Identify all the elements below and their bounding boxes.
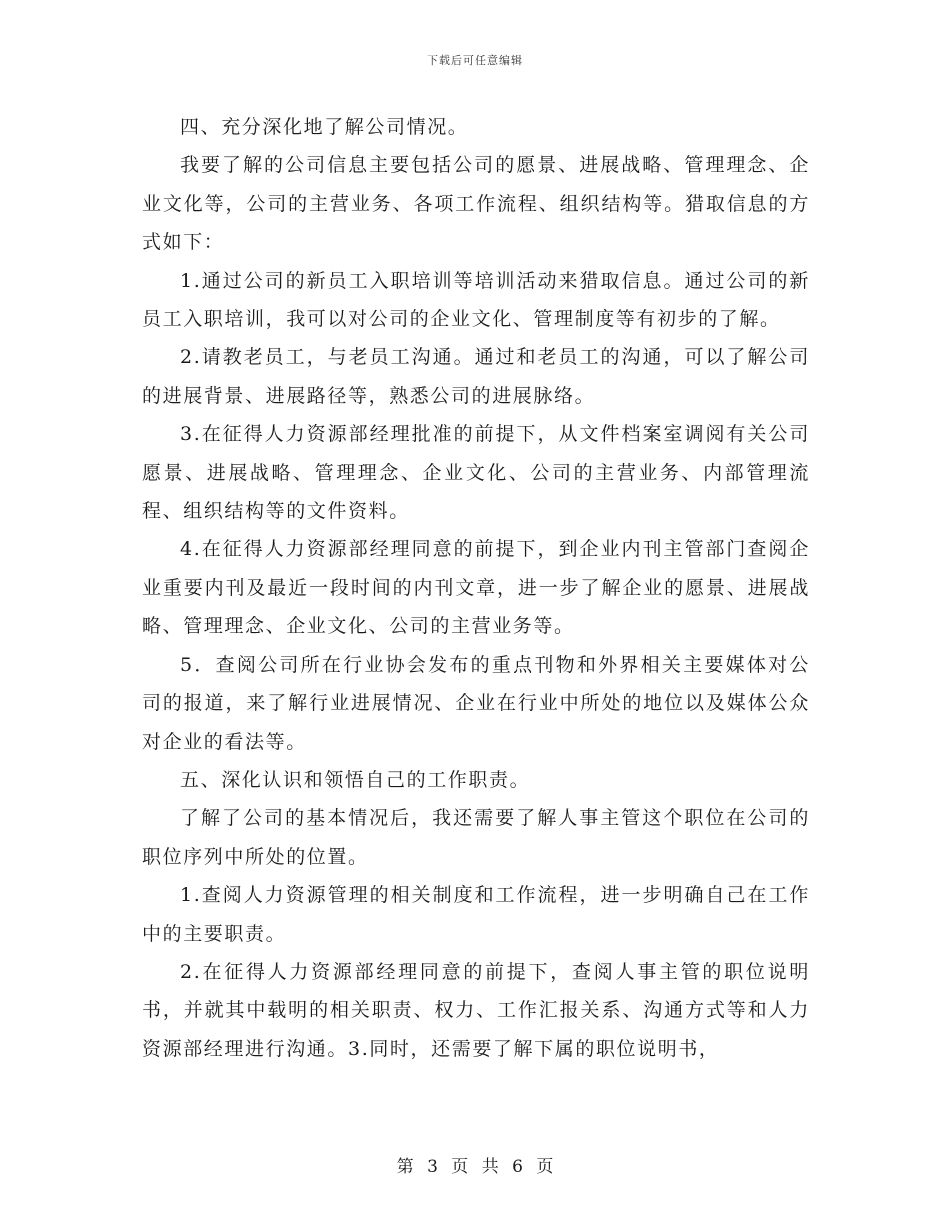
footer-current-page: 3 [427,1157,438,1177]
list-item-4: 4.在征得人力资源部经理同意的前提下，到企业内刊主管部门查阅企业重要内刊及最近一段时间的内刊文章，进一步了解企业的愿景、进展战略、管理理念、企业文化、公司的主营业务等。 [142,538,810,638]
paragraph-intro: 我要了解的公司信息主要包括公司的愿景、进展战略、管理理念、企业文化等，公司的主营业务、各项工作流程、组织结构等。猎取信息的方式如下： [142,154,810,254]
footer-label-total: 共 [481,1157,499,1177]
list-item-2: 2.请教老员工，与老员工沟通。通过和老员工的沟通，可以了解公司的进展背景、进展路径等，熟悉公司的进展脉络。 [142,346,810,407]
list-item-3: 3.在征得人力资源部经理批准的前提下，从文件档案室调阅有关公司愿景、进展战略、管理理念、企业文化、公司的主营业务、内部管理流程、组织结构等的文件资料。 [142,423,810,523]
list-item-role-2: 2.在征得人力资源部经理同意的前提下，查阅人事主管的职位说明书，并就其中载明的相关职责、权力、工作汇报关系、沟通方式等和人力资源部经理进行沟通。3.同时，还需要了解下属的职位说明书， [142,960,810,1060]
document-body [142,108,810,1068]
page-footer [0,1152,950,1177]
footer-total-pages: 6 [512,1157,523,1177]
list-item-5: 5．查阅公司所在行业协会发布的重点刊物和外界相关主要媒体对公司的报道，来了解行业进展情况、企业在行业中所处的地位以及媒体公众对企业的看法等。 [142,653,810,753]
paragraph-role: 了解了公司的基本情况后，我还需要了解人事主管这个职位在公司的职位序列中所处的位置。 [142,807,810,868]
list-item-1: 1.通过公司的新员工入职培训等培训活动来猎取信息。通过公司的新员工入职培训，我可以对公司的企业文化、管理制度等有初步的了解。 [142,269,810,331]
footer-label-ye-2: 页 [536,1157,554,1177]
footer-label-ye: 页 [451,1157,469,1177]
section-heading-4: 四、充分深化地了解公司情况。 [180,116,469,138]
footer-label-page: 第 [396,1157,414,1177]
list-item-role-1: 1.查阅人力资源管理的相关制度和工作流程，进一步明确自己在工作中的主要职责。 [142,884,810,945]
page-header-note: 下载后可任意编辑 [427,54,523,67]
section-heading-5: 五、深化认识和领悟自己的工作职责。 [180,768,531,791]
